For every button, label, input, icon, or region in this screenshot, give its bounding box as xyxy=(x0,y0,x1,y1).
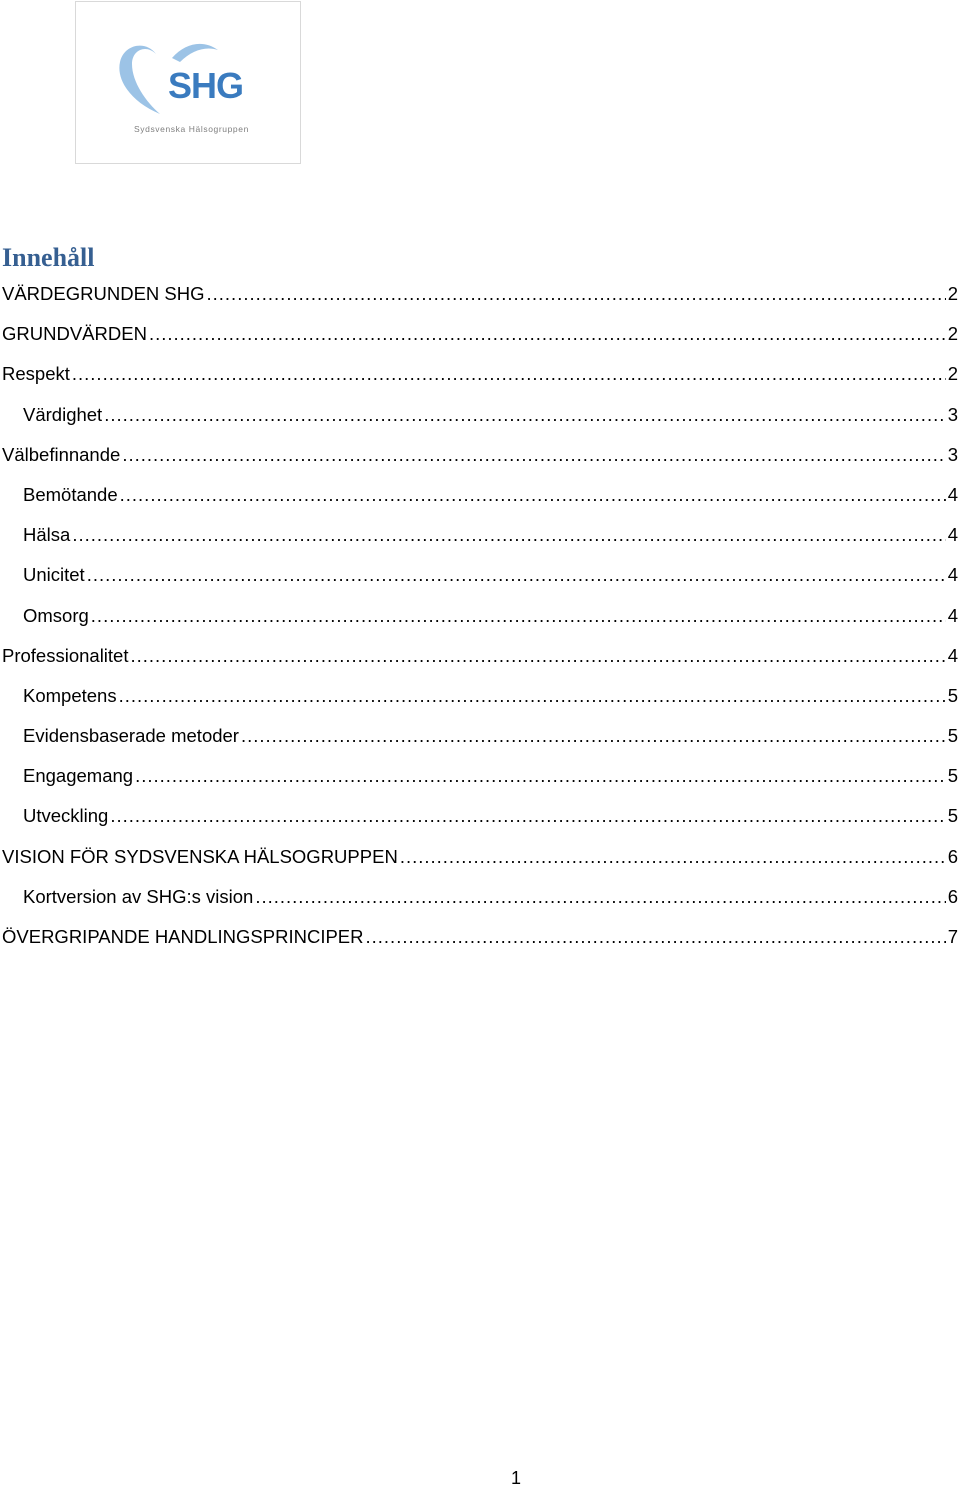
toc-entry-row[interactable] xyxy=(23,395,958,435)
toc-entry-row[interactable] xyxy=(23,756,958,796)
toc-entry[interactable] xyxy=(0,395,960,435)
toc-heading: Innehåll xyxy=(2,243,95,272)
toc-dot-leader xyxy=(400,837,946,877)
toc-entry-row[interactable] xyxy=(23,676,958,716)
toc-entry[interactable] xyxy=(0,354,960,394)
toc-entry-row[interactable] xyxy=(2,274,958,314)
shg-heart-logo-icon xyxy=(76,2,302,165)
toc-entry-page[interactable]: 2 xyxy=(947,283,958,304)
toc-entry-page[interactable]: 3 xyxy=(947,403,958,425)
toc-entry-page[interactable]: 2 xyxy=(947,363,958,385)
toc-entry-page[interactable]: 5 xyxy=(947,765,958,787)
toc-entry-row[interactable] xyxy=(23,877,958,917)
toc-entry-row[interactable] xyxy=(23,716,958,756)
toc-entry-page[interactable]: 4 xyxy=(947,483,958,505)
toc-entry-title[interactable]: Respekt xyxy=(2,363,70,385)
toc-entry[interactable] xyxy=(0,917,960,957)
toc-dot-leader xyxy=(255,877,945,917)
toc-entry-row[interactable] xyxy=(23,475,958,515)
toc-entry-title[interactable]: Välbefinnande xyxy=(2,443,121,465)
toc-dot-leader xyxy=(122,435,945,475)
toc-entry-row[interactable] xyxy=(23,515,958,555)
toc-entry[interactable] xyxy=(0,636,960,676)
toc-entry[interactable] xyxy=(0,435,960,475)
toc-dot-leader xyxy=(130,636,945,676)
toc-entry-row[interactable] xyxy=(2,636,958,676)
logo-left-swoosh xyxy=(119,46,160,114)
toc-entry-row[interactable] xyxy=(2,435,958,475)
toc-dot-leader xyxy=(366,917,946,957)
toc-entry-page[interactable]: 5 xyxy=(947,805,958,827)
toc-entry-title[interactable]: Utveckling xyxy=(23,805,109,827)
toc-entry-title[interactable]: Evidensbaserade metoder xyxy=(23,725,239,747)
toc-entry-row[interactable] xyxy=(23,796,958,836)
toc-entry-page[interactable]: 6 xyxy=(947,845,958,867)
toc-entry-page[interactable]: 3 xyxy=(947,443,958,465)
toc-entry-page[interactable]: 6 xyxy=(947,885,958,907)
toc-entry-page[interactable]: 4 xyxy=(947,564,958,586)
toc-entry[interactable] xyxy=(0,596,960,636)
toc-entry[interactable] xyxy=(0,676,960,716)
toc-entry-row[interactable] xyxy=(2,314,958,354)
toc-dot-leader xyxy=(149,314,946,354)
toc-entry-title[interactable]: GRUNDVÄRDEN xyxy=(2,323,147,345)
toc-entry-title[interactable]: Hälsa xyxy=(23,524,71,546)
company-logo xyxy=(75,1,301,164)
toc-entry[interactable] xyxy=(0,756,960,796)
logo-top-swoosh xyxy=(172,44,218,62)
table-of-contents xyxy=(0,274,960,957)
toc-entry-title[interactable]: VÄRDEGRUNDEN SHG xyxy=(2,283,205,304)
toc-entry-row[interactable] xyxy=(23,596,958,636)
toc-entry-title[interactable]: Professionalitet xyxy=(2,644,129,666)
toc-entry-title[interactable]: Unicitet xyxy=(23,564,85,586)
toc-entry-row[interactable] xyxy=(2,354,958,394)
toc-entry-page[interactable]: 7 xyxy=(947,926,958,947)
logo-tagline: Sydsvenska Hälsogruppen xyxy=(134,124,249,134)
logo-brand-text: SHG xyxy=(168,65,244,106)
toc-dot-leader xyxy=(104,395,946,435)
toc-entry-title[interactable]: VISION FÖR SYDSVENSKA HÄLSOGRUPPEN xyxy=(2,845,398,867)
toc-entry-title[interactable]: Kortversion av SHG:s vision xyxy=(23,885,254,907)
toc-entry-title[interactable]: Omsorg xyxy=(23,604,89,626)
toc-entry[interactable] xyxy=(0,877,960,917)
toc-entry-page[interactable]: 4 xyxy=(947,604,958,626)
toc-entry-page[interactable]: 5 xyxy=(947,725,958,747)
toc-entry[interactable] xyxy=(0,314,960,354)
toc-entry[interactable] xyxy=(0,515,960,555)
toc-entry-title[interactable]: ÖVERGRIPANDE HANDLINGSPRINCIPER xyxy=(2,926,364,947)
toc-dot-leader xyxy=(91,596,946,636)
toc-entry-page[interactable]: 2 xyxy=(947,323,958,345)
toc-entry-title[interactable]: Bemötande xyxy=(23,483,118,505)
toc-entry-page[interactable]: 5 xyxy=(947,684,958,706)
toc-dot-leader xyxy=(87,555,946,595)
toc-entry-row[interactable] xyxy=(2,837,958,877)
toc-entry[interactable] xyxy=(0,475,960,515)
toc-entry-row[interactable] xyxy=(23,555,958,595)
toc-entry-page[interactable]: 4 xyxy=(947,644,958,666)
toc-entry[interactable] xyxy=(0,716,960,756)
toc-entry-title[interactable]: Kompetens xyxy=(23,684,117,706)
toc-dot-leader xyxy=(207,274,946,314)
toc-dot-leader xyxy=(119,676,946,716)
toc-entry[interactable] xyxy=(0,796,960,836)
page-number: 1 xyxy=(510,1468,521,1488)
toc-dot-leader xyxy=(72,354,946,394)
toc-entry-title[interactable]: Värdighet xyxy=(23,403,103,425)
toc-dot-leader xyxy=(135,756,946,796)
toc-entry[interactable] xyxy=(0,837,960,877)
toc-entry-title[interactable]: Engagemang xyxy=(23,765,134,787)
toc-entry-page[interactable]: 4 xyxy=(947,524,958,546)
toc-dot-leader xyxy=(241,716,946,756)
toc-entry[interactable] xyxy=(0,555,960,595)
toc-entry[interactable] xyxy=(0,274,960,314)
toc-dot-leader xyxy=(110,796,945,836)
toc-dot-leader xyxy=(72,515,945,555)
toc-dot-leader xyxy=(120,475,946,515)
toc-entry-row[interactable] xyxy=(2,917,958,957)
